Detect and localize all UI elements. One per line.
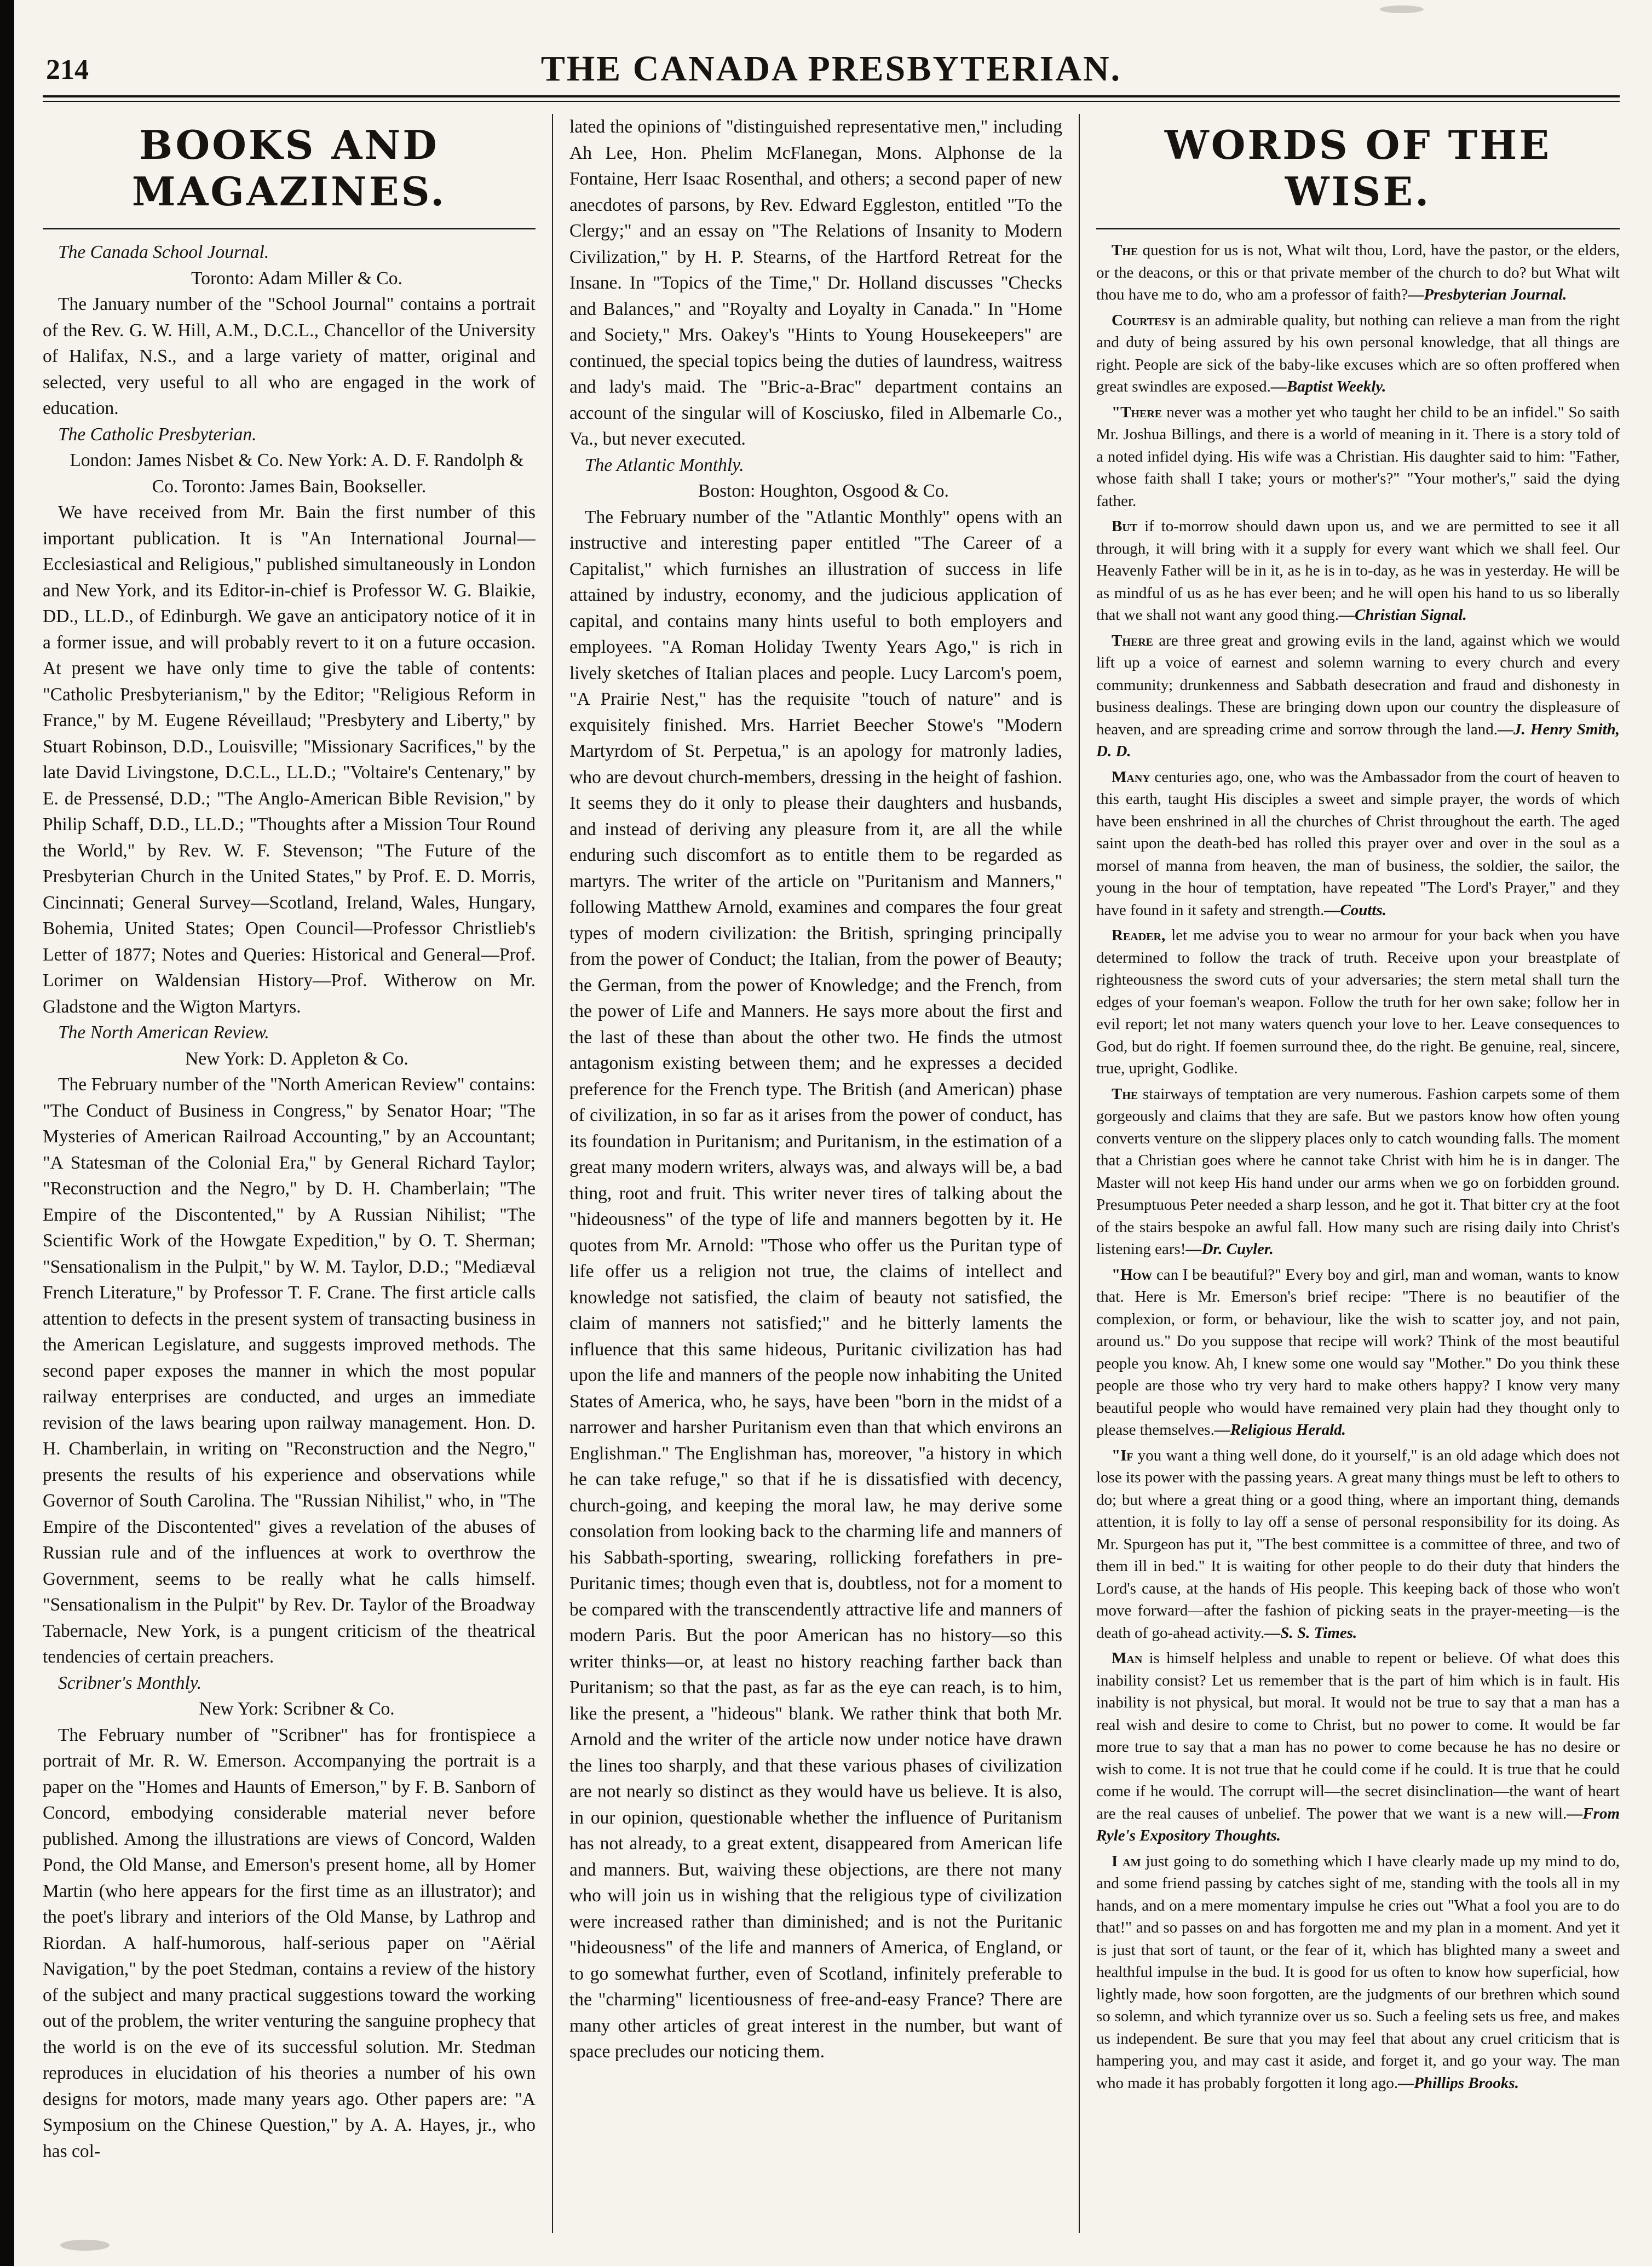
print-blemish <box>1380 5 1424 13</box>
quote-lead-word: Many <box>1112 768 1150 786</box>
review-entry <box>569 452 1062 2065</box>
quote-lead-word: There <box>1112 631 1154 649</box>
quote-text: question for us is not, What wilt thou, Lord, have the pastor, or the elders, or the deacons, or this or that private member of the church to do? but What wilt thou have me to do, who am a professor of faith? <box>1096 241 1620 303</box>
quote-text: never was a mother yet who taught her child to be an infidel." So saith Mr. Joshua Billings, and there is a world of meaning in it. There is a story told of a noted infidel dying. His wife was a Christian. His daughter said to him: "Father, whose faith shall I take; yours or mother's?" "Your mother's," said the dying father. <box>1096 403 1620 510</box>
quote-attribution: —From Ryle's Expository Thoughts. <box>1096 1804 1620 1844</box>
quote-text: can I be beautiful?" Every boy and girl, man and woman, wants to know that. Here is Mr. Emerson's brief recipe: "There is no beautifier of the complexion, or form, or behaviour, like the wish to scatter joy, and not pain, around us." Do you suppose that recipe will work? Think of the most beautiful people you know. Ah, I knew some one would say "Mother." Do you think these people are those who try very hard to make others happy? I know very many beautiful people who would have remained very plain had they thought only to please themselves. <box>1096 1266 1620 1439</box>
quote-lead-word: Courtesy <box>1112 311 1176 329</box>
quote-item <box>1096 401 1620 513</box>
binding-edge <box>0 0 14 2266</box>
quote-attribution: —Coutts. <box>1324 901 1386 919</box>
quote-lead-word: The <box>1112 1085 1138 1103</box>
quote-item <box>1096 1647 1620 1847</box>
review-paragraph: The February number of the "North American Review" contains: "The Conduct of Business in Congress," by Senator Hoar; "The Mysteries of American Railroad Accounting," by an Accountant; "A Statesman of the Colonial Era," by General Richard Taylor; "Reconstruction and the Negro," by D. H. Chamberlain; "The Empire of the Discontented," by A Russian Nihilist; "The Scientific Work of the Howgate Expedition," by O. T. Sherman; "Sensationalism in the Pulpit," by W. M. Taylor, D.D.; "Mediæval French Literature," by Professor T. F. Crane. The first article calls attention to defects in the present system of transacting business in the American Legislature, and suggests improved methods. The second paper exposes the manner in which the most popular railway enterprises are conducted, and urges an immediate revision of the laws bearing upon railway management. Hon. D. H. Chamberlain, in writing on "Reconstruction and the Negro," presents the results of his experience and observations while Governor of South Carolina. The "Russian Nihilist," who, in "The Empire of the Discontented" gives a revelation of the abuses of Russian rule and of the influences at work to overthrow the Government, seems to be really what he calls himself. "Sensationalism in the Pulpit" by Rev. Dr. Taylor of the Broadway Tabernacle, New York, is a pungent criticism of the theatrical tendencies of certain preachers. <box>43 1074 536 1667</box>
magazine-title: The Catholic Presbyterian. <box>58 424 257 445</box>
magazine-title: The Atlantic Monthly. <box>585 455 744 475</box>
newspaper-page <box>43 32 1620 2244</box>
column-divider <box>1079 114 1080 2233</box>
quote-item <box>1096 1083 1620 1261</box>
quote-text: centuries ago, one, who was the Ambassador from the court of heaven to this earth, taught His disciples a sweet and simple prayer, the words of which have been enshrined in all the churches of Christ throughout the earth. The aged saint upon the death-bed has rolled this prayer over and over in the soul as a morsel of manna from heaven, the man of business, the soldier, the sailor, the young in the hour of temptation, have repeated "The Lord's Prayer," and they have found in it safety and strength. <box>1096 768 1620 919</box>
quote-item <box>1096 630 1620 763</box>
publisher-line: New York: D. Appleton & Co. <box>185 1048 408 1069</box>
heading-rule <box>43 228 536 229</box>
review-paragraph: The February number of the "Atlantic Monthly" opens with an instructive and interesting paper entitled "The Career of a Capitalist," which furnishes an illustration of success in life attained by industry, economy, and the judicious application of capital, and contains many hints useful to both employers and employees. "A Roman Holiday Twenty Years Ago," is rich in lively sketches of Italian places and people. Lucy Larcom's poem, "A Prairie Nest," has the requisite "touch of nature" and is exquisitely finished. Mrs. Harriet Beecher Stowe's "Modern Martyrdom of St. Perpetua," is an apology for matronly ladies, who are devout church-members, dressing in the height of fashion. It seems they do it only to please their daughters and husbands, and instead of deriving any pleasure from it, are all the while enduring such discomfort as to entitle them to be regarded as martyrs. The writer of the article on "Puritanism and Manners," following Matthew Arnold, examines and compares the four great types of modern civilization: the British, springing principally from the power of Conduct; the Italian, from the power of Beauty; the German, from the power of Knowledge; and the French, from the power of Life and Manners. He says more about the first and the last of these than about the other two. He finds the utmost antagonism existing between them; and he expresses a decided preference for the French type. The British (and American) phase of civilization, in so far as it arises from the power of conduct, has its foundation in Puritanism; and Puritanism, in the estimation of a great many modern writers, always was, and always will be, a bad thing, root and fruit. This writer never tires of talking about the "hideousness" of the type of life and manners begotten by it. He quotes from Mr. Arnold: "Those who offer us the Puritan type of life offer us a religion not true, the claims of intellect and knowledge not satisfied, the claim of beauty not satisfied, the claim of manners not satisfied;" and he bitterly laments the influence that this same hideous, Puritanic civilization has had upon the life and manners of the people now inhabiting the United States of America, who, he says, have been "born in the midst of a narrower and harsher Puritanism even than that which environs an Englishman." The Englishman has, moreover, "a history in which he can take refuge," so that if he is dissatisfied with decency, church-going, and keeping the moral law, he may derive some consolation from looking back to the charming life and manners of his Sabbath-sporting, swearing, rollicking forefathers in pre-Puritanic times; though even that is, doubtless, not for a moment to be compared with the transcendently attractive life and manners of modern Paris. But the poor American has no history—so this writer thinks—or, at least no history reaching farther back than Puritanism; so that the past, as far as the eye can reach, is to him, like the present, a "hideous" blank. We rather think that both Mr. Arnold and the writer of the article now under notice have drawn the lines too sharply, and that these various phases of civilization are not nearly so distinct as they would have us believe. It is also, in our opinion, questionable whether the influence of Puritanism has not already, to a great extent, disappeared from American life and manners. But, waiving these objections, are there not many who will join us in wishing that the religious type of civilization were increased rather than diminished; and is not the Puritanic "hideousness" of the life and manners of America, of England, or to go somewhat further, even of Scotland, infinitely preferable to the "charming" licentiousness of free-and-easy France? There are many other articles of great interest in the number, but want of space precludes our noticing them. <box>569 507 1062 2062</box>
quotes-list <box>1096 239 1620 2094</box>
magazine-title: The Canada School Journal. <box>58 242 269 262</box>
print-blemish <box>60 2240 110 2251</box>
quote-text: you want a thing well done, do it yourself," is an old adage which does not lose its power with the passing years. A great many things must be left to others to do; but where a great thing or a good thing, where an important thing, demands attention, it is folly to lay off a sense of personal responsibility for its doing. As Mr. Spurgeon has put it, "The best committee is a committee of three, and two of them ill in bed." It is waiting for other people to do their duty that hinders the Lord's cause, at the hands of His people. This keeping back of those who won't move forward—after the fashion of picking seats in the prayer-meeting—is the death of go-ahead activity. <box>1096 1446 1620 1642</box>
publisher-line: Toronto: Adam Miller & Co. <box>191 268 402 289</box>
quote-item <box>1096 766 1620 922</box>
publisher-line: New York: Scribner & Co. <box>199 1699 395 1719</box>
continued-paragraph: lated the opinions of "distinguished representative men," including Ah Lee, Hon. Phelim McFlanegan, Mons. Alphonse de la Fontaine, Herr Isaac Rosenthal, and others; a second paper of new anecdotes of parsons, by Rev. Edward Eggleston, entitled "To the Clergy;" and an essay on "The Relations of Insanity to Modern Civilization," by H. P. Stearns, of the Hartford Retreat for the Insane. In "Topics of the Time," Dr. Holland discusses "Checks and Balances," and "Royalty and Loyalty in Canada." In "Home and Society," Mrs. Oakey's "Hints to Young Housekeepers" are continued, the special topics being the duties of laundress, waitress and lady's maid. The "Bric-a-Brac" department contains an account of the singular will of Kosciusko, filed in Albemarle Co., Va., but never executed. <box>569 117 1062 449</box>
quote-item <box>1096 515 1620 626</box>
quote-text: just going to do something which I have clearly made up my mind to do, and some friend passing by catches sight of me, standing with the tools all in my hands, and on a mere momentary impulse he cries out "What a fool you are to do that!" and so passes on and has forgotten me and my plan in a moment. And yet it is just that sort of taunt, or the fear of it, which has blighted many a sweet and healthful impulse in the bud. It is good for us often to know how superficial, how lightly made, how soon forgotten, are the judgments of our brethren which sound so solemn, and which tyrannize over us so. Such a feeling sets us free, and makes us independent. Be sure that you may feel that about any cruel criticism that is hampering you, and may cast it aside, and forget it, and go your way. The man who made it has probably forgotten it long ago. <box>1096 1852 1620 2092</box>
review-paragraph: The January number of the "School Journal" contains a portrait of the Rev. G. W. Hill, A.M., D.C.L., Chancellor of the University of Halifax, N.S., and a large variety of matter, original and selected, very useful to all who are engaged in the work of education. <box>43 294 536 418</box>
header-rule <box>43 95 1620 97</box>
quote-lead-word: Man <box>1112 1649 1143 1667</box>
review-paragraph: We have received from Mr. Bain the first number of this important publication. It is "An International Journal—Ecclesiastical and Religious," published simultaneously in London and New York, and its Editor-in-chief is Professor W. G. Blaikie, DD., LL.D., of Edinburgh. We gave an anticipatory notice of it in a former issue, and will probably revert to it on a future occasion. At present we have only time to give the table of contents: "Catholic Presbyterianism," by the Editor; "Religious Reform in France," by M. Eugene Réveillaud; "Presbytery and Liberty," by Stuart Robinson, D.D., Louisville; "Missionary Sacrifices," by the late David Livingstone, D.C.L., LL.D.; "Voltaire's Centenary," by E. de Pressensé, D.D.; "The Anglo-American Bible Revision," by Philip Schaff, D.D., LL.D.; "Thoughts after a Mission Tour Round the World," by Rev. W. F. Stevenson; "The Future of the Presbyterian Church in the United States," by Prof. E. D. Morris, Cincinnati; General Survey—Scotland, Ireland, Wales, Hungary, Bohemia, United States; Open Council—Professor Christlieb's Letter of 1877; Notes and Queries: Historical and General—Prof. Lorimer on Waldensian History—Prof. Witherow on Mr. Gladstone and the Wigton Martyrs. <box>43 502 536 1017</box>
quote-attribution: —Presbyterian Journal. <box>1408 286 1567 303</box>
quote-text: are three great and growing evils in the land, against which we would lift up a voice of earnest and solemn warning to every church and every community; drunkenness and Sabbath desecration and fraud and dishonesty in business dealings. These are bringing down upon our country the displeasure of heaven, and are spreading crime and sorrow through the land. <box>1096 631 1620 738</box>
quote-lead-word: "If <box>1112 1446 1133 1464</box>
page-number: 214 <box>46 54 89 85</box>
quote-item <box>1096 924 1620 1080</box>
quote-lead-word: The <box>1112 241 1138 259</box>
magazine-title: The North American Review. <box>58 1022 269 1043</box>
quote-item <box>1096 1264 1620 1441</box>
header-rule-thin <box>43 101 1620 102</box>
review-entry <box>43 1020 536 1670</box>
publisher-line: Boston: Houghton, Osgood & Co. <box>698 481 949 501</box>
review-entry <box>43 1670 536 2165</box>
column-divider <box>552 114 553 2233</box>
page-header <box>43 32 1620 103</box>
quote-lead-word: "How <box>1112 1266 1153 1284</box>
quote-item <box>1096 239 1620 306</box>
review-entry <box>43 422 536 1020</box>
quote-attribution: —Baptist Weekly. <box>1270 378 1386 395</box>
magazine-title: Scribner's Monthly. <box>58 1672 202 1693</box>
review-paragraph: The February number of "Scribner" has for frontispiece a portrait of Mr. R. W. Emerson. Accompanying the portrait is a paper on the "Homes and Haunts of Emerson," by F. B. Sanborn of Concord, embodying considerable material never before published. Among the illustrations are views of Concord, Walden Pond, the Old Manse, and Emerson's present home, all by Homer Martin (who here appears for the first time as an illustrator); and the poet's library and interiors of the Old Manse, by Lathrop and Riordan. A half-humorous, half-serious paper on "Aërial Navigation," by the poet Stedman, contains a review of the history of the subject and many practical suggestions toward the working out of the problem, the writer venturing the sanguine prophecy that the world is on the eve of its successful solution. Mr. Stedman reproduces in elucidation of his theories a number of his own designs for motors, made many years ago. Other papers are: "A Symposium on the Chinese Question," by A. A. Hayes, jr., who has col- <box>43 1724 536 2161</box>
middle-column <box>569 114 1062 2233</box>
right-column <box>1096 114 1620 2233</box>
section-heading-words: WORDS OF THE WISE. <box>1164 122 1552 215</box>
quote-item <box>1096 309 1620 398</box>
quote-lead-word: I am <box>1112 1852 1141 1870</box>
quote-text: is an admirable quality, but nothing can relieve a man from the right and duty of being assured by his own personal knowledge, that all things are right. People are sick of the baby-like excuses which are so often proffered when great swindles are exposed. <box>1096 311 1620 395</box>
quote-attribution: —Phillips Brooks. <box>1398 2074 1519 2092</box>
left-column <box>43 114 536 2233</box>
section-heading-books: BOOKS AND MAGAZINES. <box>131 122 447 215</box>
quote-text: stairways of temptation are very numerous. Fashion carpets some of them gorgeously and claims that they are safe. But we pastors know how often young converts venture on the slippery places only to catch wounding falls. The moment that a Christian goes where he cannot take Christ with him he is in danger. The Master will not keep His hand under our arms when we go on forbidden ground. Presumptuous Peter needed a sharp lesson, and he got it. That bitter cry at the foot of the stairs bespoke an awful fall. How many such are rising daily into Christ's listening ears! <box>1096 1085 1620 1258</box>
quote-lead-word: But <box>1112 517 1138 535</box>
quote-text: let me advise you to wear no armour for your back when you have determined to follow the track of truth. Receive upon your breastplate of righteousness the sword cuts of your adversaries; the stern metal shall turn the edges of your foeman's weapon. Follow the truth for her own sake; follow her in evil report; let not many waters quench your love to her. Leave consequences to God, but do right. If foemen surround thee, do the right. Be genuine, real, sincere, true, upright, Godlike. <box>1096 927 1620 1077</box>
quote-text: is himself helpless and unable to repent or believe. Of what does this inability consist? Let us remember that is the part of him which is in fault. His inability is not physical, but moral. It would not be true to say that a man has a real wish and desire to come to Christ, but no power to come. It would be far more true to say that a man has no power to come because he has no desire or wish to come. It is not true that he could come if he could. It is true that he could come if he would. The corrupt will—the secret disinclination—the want of heart are the real causes of unbelief. The power that we want is a new will. <box>1096 1649 1620 1822</box>
quote-attribution: —Dr. Cuyler. <box>1185 1240 1274 1258</box>
quote-lead-word: "There <box>1112 403 1162 421</box>
heading-rule <box>1096 228 1620 229</box>
quote-attribution: —S. S. Times. <box>1264 1624 1357 1642</box>
quote-attribution: —J. Henry Smith, D. D. <box>1096 720 1620 760</box>
quote-attribution: —Christian Signal. <box>1339 606 1467 624</box>
quote-attribution: —Religious Herald. <box>1214 1421 1346 1439</box>
publisher-line: London: James Nisbet & Co. New York: A. D. F. Randolph & Co. Toronto: James Bain, Bookseller. <box>70 450 524 497</box>
review-entry <box>43 239 536 422</box>
quote-lead-word: Reader, <box>1112 927 1166 944</box>
quote-item <box>1096 1850 1620 2095</box>
quote-item <box>1096 1445 1620 1644</box>
running-title: THE CANADA PRESBYTERIAN. <box>540 49 1122 89</box>
quote-text: if to-morrow should dawn upon us, and we are permitted to see it all through, it will bring with it a supply for every want which we shall feel. Our Heavenly Father will be in it, as he is in to-day, as he was in yesterday. He will be as mindful of us as he has ever been; and he will open his hand to us so liberally that we shall not want any good thing. <box>1096 517 1620 624</box>
